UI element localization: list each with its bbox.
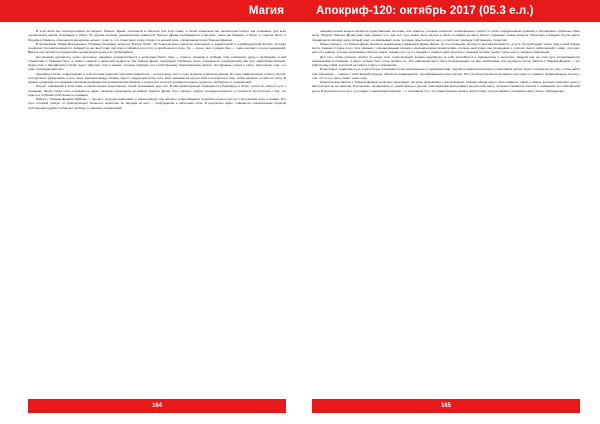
paragraph: Для того чтобы успешно пройти по этому пути, практикующий должен выработать в себе способность к самоанализу и контролю. Каждый шаг на этом пути сопровождается изменениями в сознании, и адепт должен быть готов принять их. Эти изменения могут быть болезненными, но они необходимы для духовного роста. Работа с Тёмным Древом — это работа над собой, в которой нет места страху и сомнениям. xyxy=(312,54,580,67)
right-page-footer xyxy=(312,399,580,413)
left-page-number: 164 xyxy=(151,403,162,409)
right-page-header xyxy=(300,0,600,22)
left-page-footer xyxy=(28,399,286,413)
left-header-title: Магия xyxy=(248,5,284,17)
paragraph: Можно сказать, что Тёмное Древо является зеркальным отражением Древа Жизни, но это отражение не просто противоположность, а путь, который ведёт через тьму к иной форме света. Каждая ступень этого пути связана с определёнными силами и демоническими правителями, которые выступают как проводники и учителя. Адепт, работающий с ними, получает доступ к знанию, которое невозможно обрести иначе. Однако этот путь сопряжён с опасностями: встреча с тёмными силами требует силы воли и твёрдого намерения. xyxy=(312,41,580,55)
paragraph: В этой книге мы сосредоточимся на модели Тёмного Древа, описанной в обычной для этой главы, в своей концепции мы рассмотрим Клипот как основание для всех человеческих миров, Люцифера и Лилит. По другим теориям, демонические правители Тёмного Древа изображаются в фигурах, таких как Самаэль и Лилит, и сторона Лилит и Люцифер-Самаэль отмечаются как единое начало, и как то, что существует в двух лицах и в единой силе, управляющих всем Тёмным Древом. xyxy=(28,29,286,42)
right-page-number: 165 xyxy=(440,403,451,409)
paragraph: Его женская духовность через некоторые традиции отождествляется с аспектами Лилит. Она — страсть, желание и свобода. Она соблазняет душу и пробуждает в ней стремление к Тёмному Пути, а также к тёмной и запретной мудрости. Так Тёмное Древо, пробуждая глубинные силы, открывается посвящённому как путь самообожествления. Через союз с Люцифером и Лилит адепт обретает силу и знание, которые приводят его к собственному божественному началу. Это древнее учение о свете, скрытом во тьме, и о тьме, порождающей свет. xyxy=(28,54,286,72)
right-page xyxy=(300,0,600,424)
left-page-header xyxy=(0,0,300,22)
paragraph: Практическая работа с Тёмным Древом включает медитации, ритуалы призывания и визуализации. Каждая сфера имеет свои символы, цвета и имена, которые помогают адепту настроиться на её энергию. Постепенно, продвигаясь от одной сферы к другой, практикующий выстраивает внутри себя карту, которая становится ключом к пониманию его собственной души. В конечном итоге этот путь ведёт к самообожествлению — к осознанию того, что божественное начало присутствует внутри каждого человека и ждёт своего пробуждения. xyxy=(312,80,580,93)
left-page-body xyxy=(28,29,286,394)
paragraph: Работа с Тёмным Древом Каббалы — процесс, который охватывает и реинтегрирует все аспекты существования, позволяя открыть доступ к источникам силы и знания. Это путь, который требует от практикующего большого мужества, но награда за него — пробуждение и обретение силы. В результате адепт становится сознательным творцом собственной судьбы и обретает свободу от внешних ограничений. xyxy=(28,97,286,110)
paragraph: инициатической модели является представление системы, или «Карты», которая позволяет посвящённому пройти по чётко определённым уровням к постижению глубинных сфер силы. Модели Тёмного Древа дают нам пример того, как этот путь может быть изучен и понят, а каждая из сфер Клипот открывает новые аспекты. Поскольку в каждом случае адепт продвигается вперёд через личный опыт, он раскрывает силы, которые скрыты внутри него, и постигает природу собственного существа. xyxy=(312,29,580,42)
right-header-title: Апокриф-120: октябрь 2017 (05.3 е.л.) xyxy=(316,5,534,17)
paragraph: В философии Храма Восходящего Пламени Люцифер является братом Лилит. Их божественное единство воплощено в андрогинной и гермафродитной фигуре, которая соединяет противоположности. Каждый из них выступает как ключ к тайнам этого пути, в своей мощи и силе. Он — огонь, свет и разум, Она — тьма, инстинкт и сила сновидений. Вместе они являются создателями человеческой души и её пробуждения. xyxy=(28,41,286,55)
paragraph: Люцифер и Лилит олицетворяют в этой системе единство противоположностей — огонь и воду, свет и тьму, мужское и женское начала. Их союз символизирует полноту бытия, в которой нет разделения, а есть лишь гармония между силами. Адепт, следующий этому пути, ищет равновесие внутри себя и стремится к тому, чтобы раскрыть в себе эти силы. В разных традициях это называют великим деланием или алхимическим браком, в результате которого рождается новое существо, свободное от ограничений. xyxy=(28,71,286,84)
paragraph: В некоторых традициях путь через Клипот описывается как нисхождение в подземный мир, подобное мифологическим путешествиям героев. Адепт спускается во тьму, чтобы найти там сокровище — знание о собственной природе. Затем он возвращается, преображённый этим опытом. Этот мотив встречается во многих культурах и отражает универсальную истину о том, что путь к свету лежит через тьму. xyxy=(312,67,580,80)
right-page-body xyxy=(312,29,580,394)
paragraph: Ритуал, описанный в этой главе, в своей основе представляет собой призывание двух сил. В нём практикующий обращается к Люциферу и Лилит, прося их открыть путь к познанию. Затем, когда силы откликаются, адепт начинает медитацию на символ Тёмного Древа. Этот процесс требует сосредоточенности и готовности встретиться с тем, что скрыто в глубинах собственного сознания. xyxy=(28,84,286,97)
